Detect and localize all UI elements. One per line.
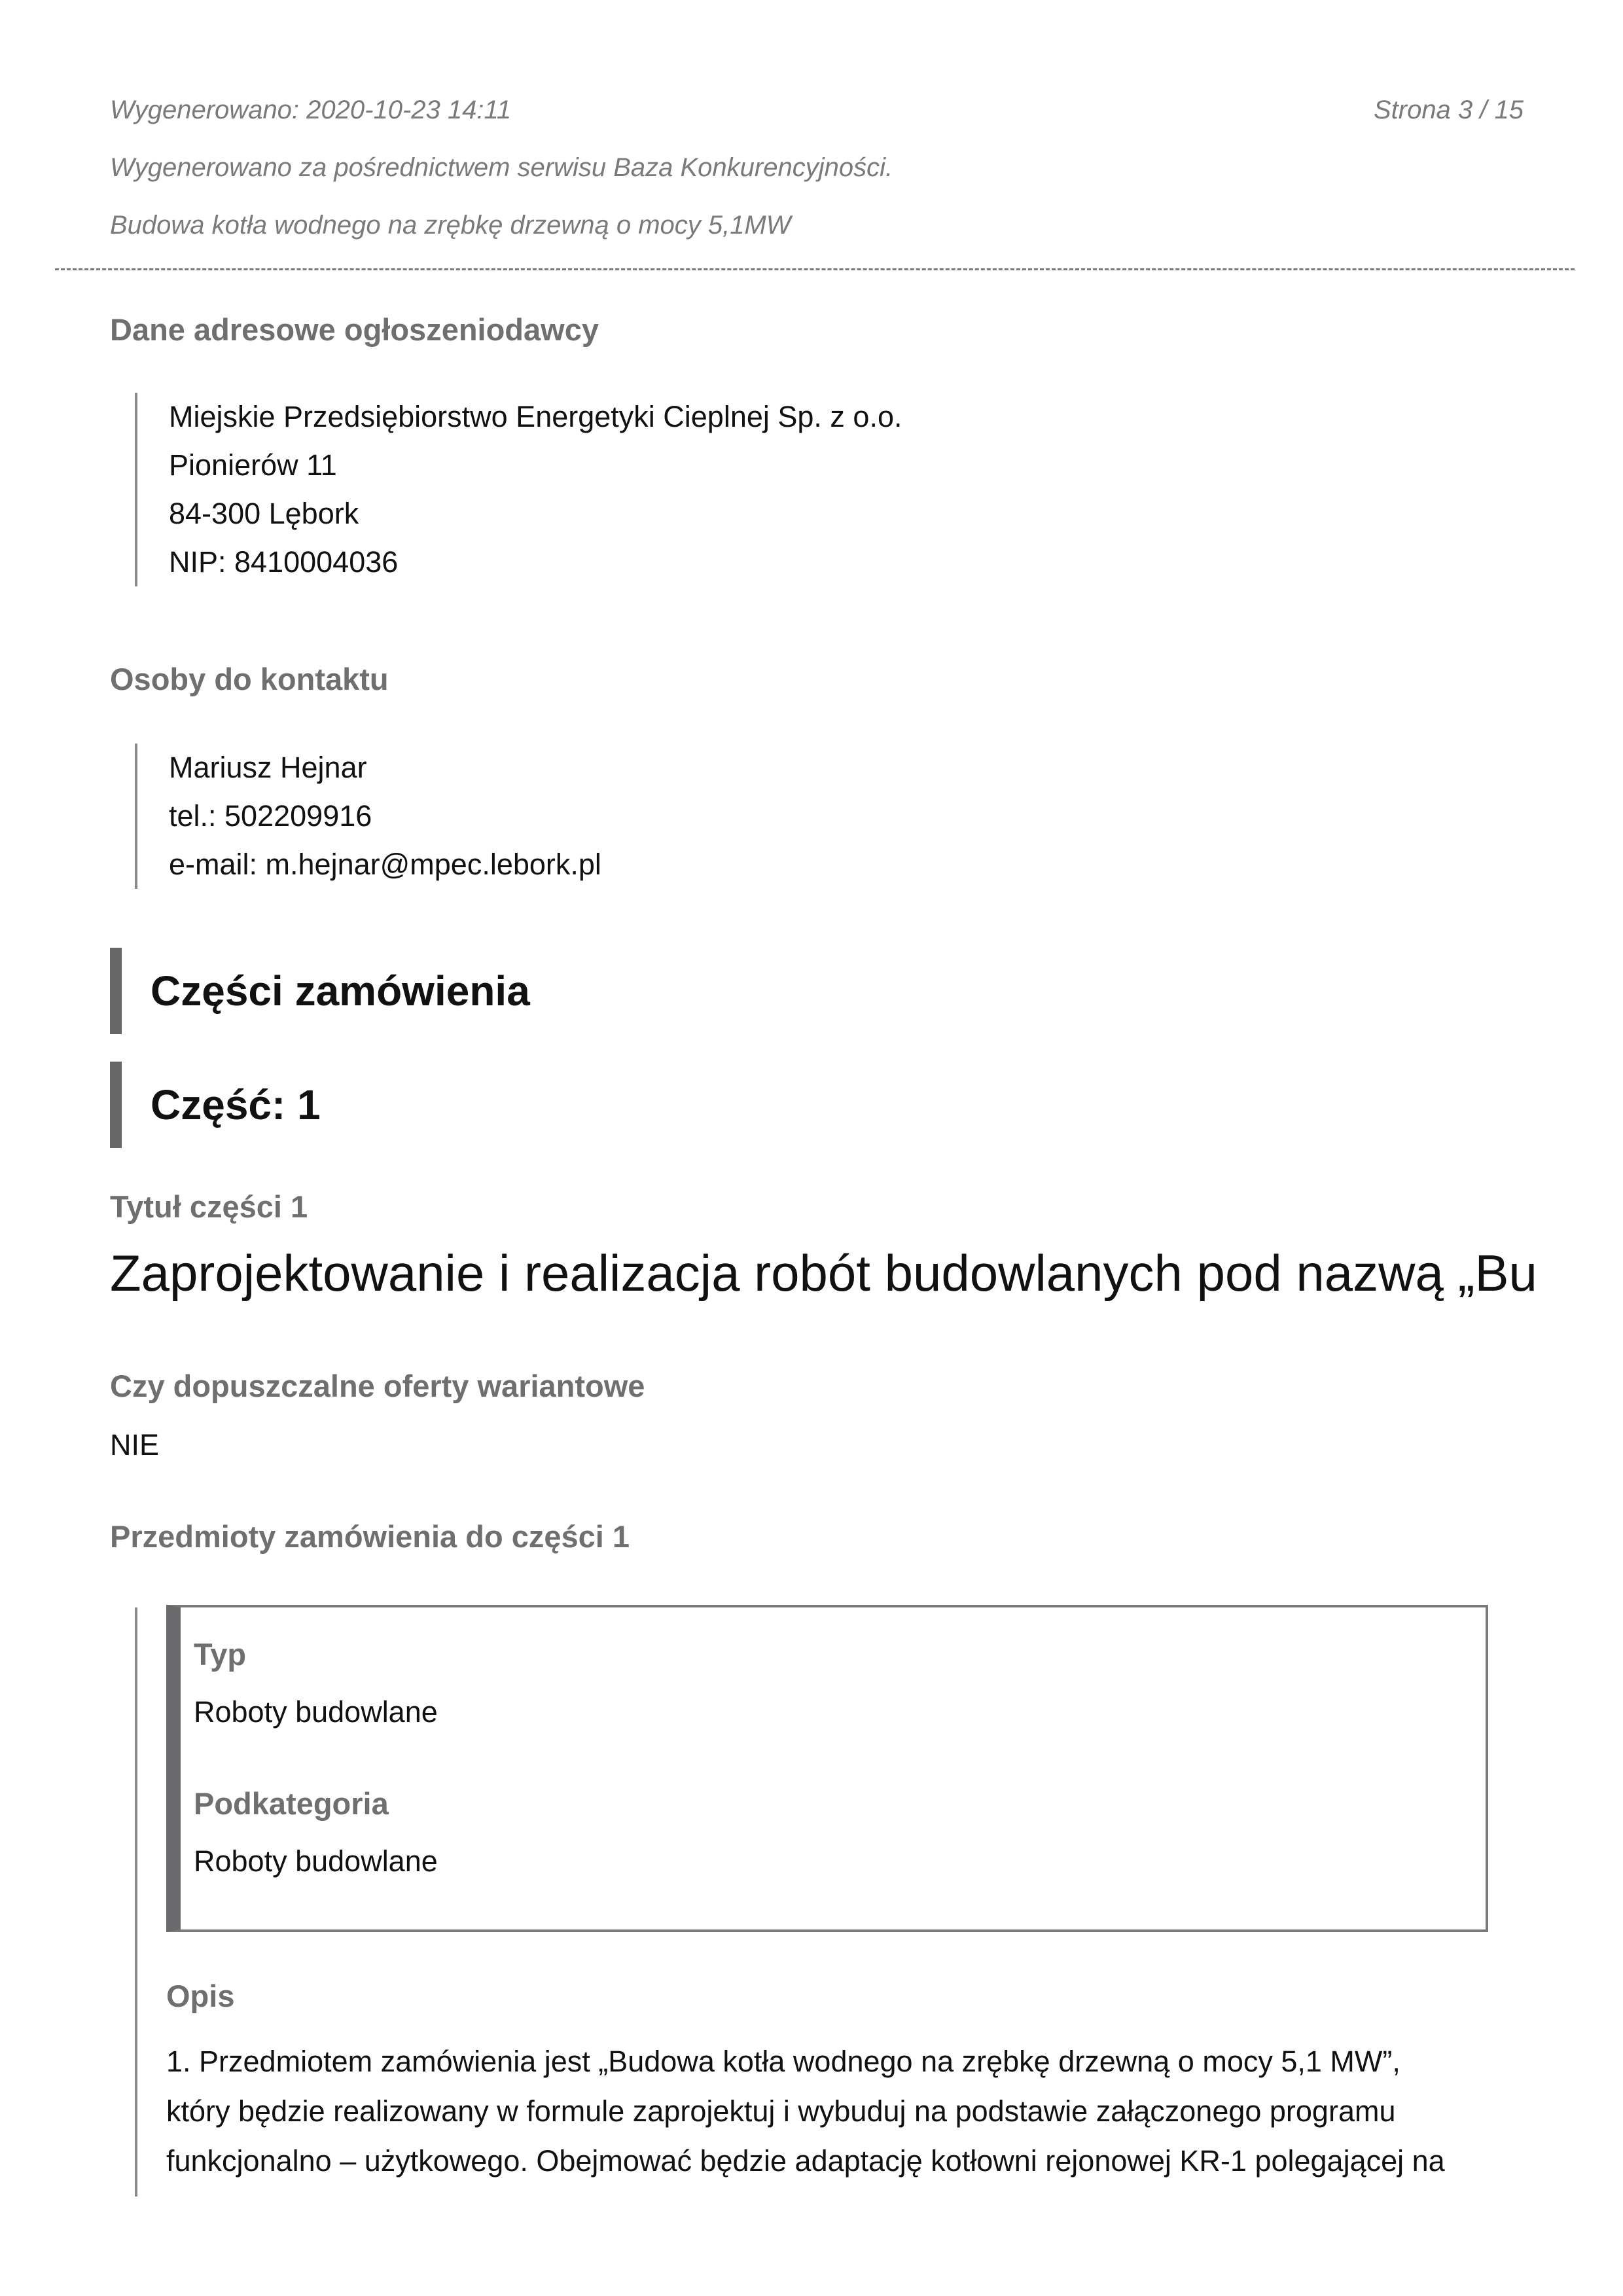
document-subject: Budowa kotła wodnego na zrębkę drzewną o mocy 5,1MW <box>110 211 791 240</box>
address-line: Pionierów 11 <box>169 448 337 482</box>
part-heading: Część: 1 <box>110 1062 321 1148</box>
subcategory-value: Roboty budowlane <box>194 1844 438 1878</box>
page-number: Strona 3 / 15 <box>1373 96 1524 124</box>
generated-via-note: Wygenerowano za pośrednictwem serwisu Baza Konkurencyjności. <box>110 153 893 182</box>
header-divider <box>55 268 1575 270</box>
contact-name: Mariusz Hejnar <box>169 751 367 784</box>
contacts-block <box>135 744 601 889</box>
subjects-label: Przedmioty zamówienia do części 1 <box>110 1519 630 1554</box>
subcategory-label: Podkategoria <box>194 1786 389 1821</box>
parts-heading: Części zamówienia <box>110 948 530 1034</box>
contact-email: e-mail: m.hejnar@mpec.lebork.pl <box>169 848 601 881</box>
description-line: 1. Przedmiotem zamówienia jest „Budowa kotła wodnego na zrębkę drzewną o mocy 5,1 MW”, <box>166 2045 1400 2078</box>
type-label: Typ <box>194 1637 247 1672</box>
address-line: 84-300 Lębork <box>169 497 359 530</box>
description-line: który będzie realizowany w formule zaprojektuj i wybuduj na podstawie załączonego programu <box>166 2094 1396 2128</box>
description-line: funkcjonalno – użytkowego. Obejmować będzie adaptację kotłowni rejonowej KR-1 polegającej na <box>166 2144 1445 2178</box>
subjects-rail <box>135 1607 137 2197</box>
description-text <box>166 2037 1501 2186</box>
part-title: Zaprojektowanie i realizacja robót budowlanych pod nazwą „Bu <box>110 1244 1537 1302</box>
contacts-label: Osoby do kontaktu <box>110 662 389 696</box>
generated-timestamp: Wygenerowano: 2020-10-23 14:11 <box>110 96 512 124</box>
address-block <box>135 393 902 586</box>
address-label: Dane adresowe ogłoszeniodawcy <box>110 312 599 347</box>
part-title-label: Tytuł części 1 <box>110 1189 308 1224</box>
description-label: Opis <box>166 1979 235 2013</box>
variants-label: Czy dopuszczalne oferty wariantowe <box>110 1369 645 1403</box>
address-line: Miejskie Przedsiębiorstwo Energetyki Cieplnej Sp. z o.o. <box>169 400 902 433</box>
contact-phone: tel.: 502209916 <box>169 799 372 833</box>
type-value: Roboty budowlane <box>194 1695 438 1729</box>
address-line: NIP: 8410004036 <box>169 545 399 579</box>
variants-value: NIE <box>110 1428 160 1462</box>
subject-item-box <box>166 1605 1488 1932</box>
